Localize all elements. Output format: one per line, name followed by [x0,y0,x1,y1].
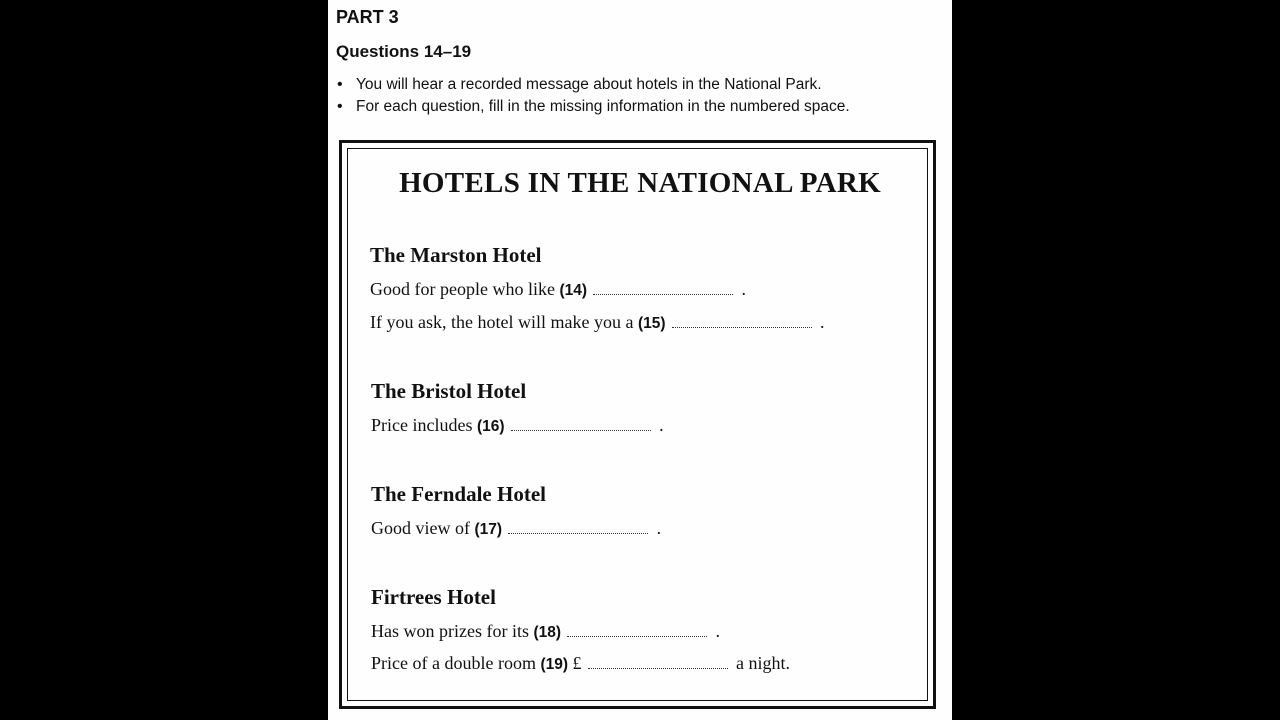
question-suffix: . [659,415,664,435]
exam-page [328,0,952,720]
question-16 [371,415,664,436]
part-heading: PART 3 [336,7,399,27]
questions-heading: Questions 14–19 [336,42,472,61]
hotel-name-ferndale: The Ferndale Hotel [371,482,546,506]
hotel-name-firtrees: Firtrees Hotel [371,585,496,609]
question-text: Price of a double room [371,653,536,673]
currency-symbol: £ [572,653,582,673]
answer-blank-15[interactable] [672,317,812,328]
instruction-item: • You will hear a recorded message about hotels in the National Park. [336,74,850,96]
question-text: If you ask, the hotel will make you a [370,312,634,332]
instructions-list [336,74,850,118]
question-text: Has won prizes for its [371,621,529,641]
question-number: (16) [476,418,505,435]
question-15 [370,312,825,333]
answer-blank-17[interactable] [508,523,648,534]
question-number: (14) [559,282,588,299]
answer-blank-19[interactable] [588,658,728,669]
question-number: (19) [540,656,569,673]
question-suffix: a night. [736,653,791,673]
question-17 [371,518,661,539]
question-suffix: . [656,518,662,538]
box-title: HOTELS IN THE NATIONAL PARK [399,167,881,199]
answer-blank-14[interactable] [593,284,733,295]
question-14 [370,279,746,300]
question-text: Price includes [371,415,473,435]
question-suffix: . [741,279,747,299]
question-number: (18) [533,624,562,641]
answer-blank-16[interactable] [511,420,651,431]
question-number: (15) [637,315,666,332]
question-suffix: . [820,312,825,332]
answer-blank-18[interactable] [567,626,707,637]
question-18 [371,621,720,642]
question-suffix: . [715,621,721,641]
question-19 [371,653,790,674]
instruction-item: • For each question, fill in the missing information in the numbered space. [336,96,850,118]
question-number: (17) [474,521,503,538]
question-text: Good for people who like [370,279,555,299]
hotel-name-bristol: The Bristol Hotel [371,379,527,403]
question-text: Good view of [371,518,470,538]
hotel-name-marston: The Marston Hotel [370,243,542,267]
